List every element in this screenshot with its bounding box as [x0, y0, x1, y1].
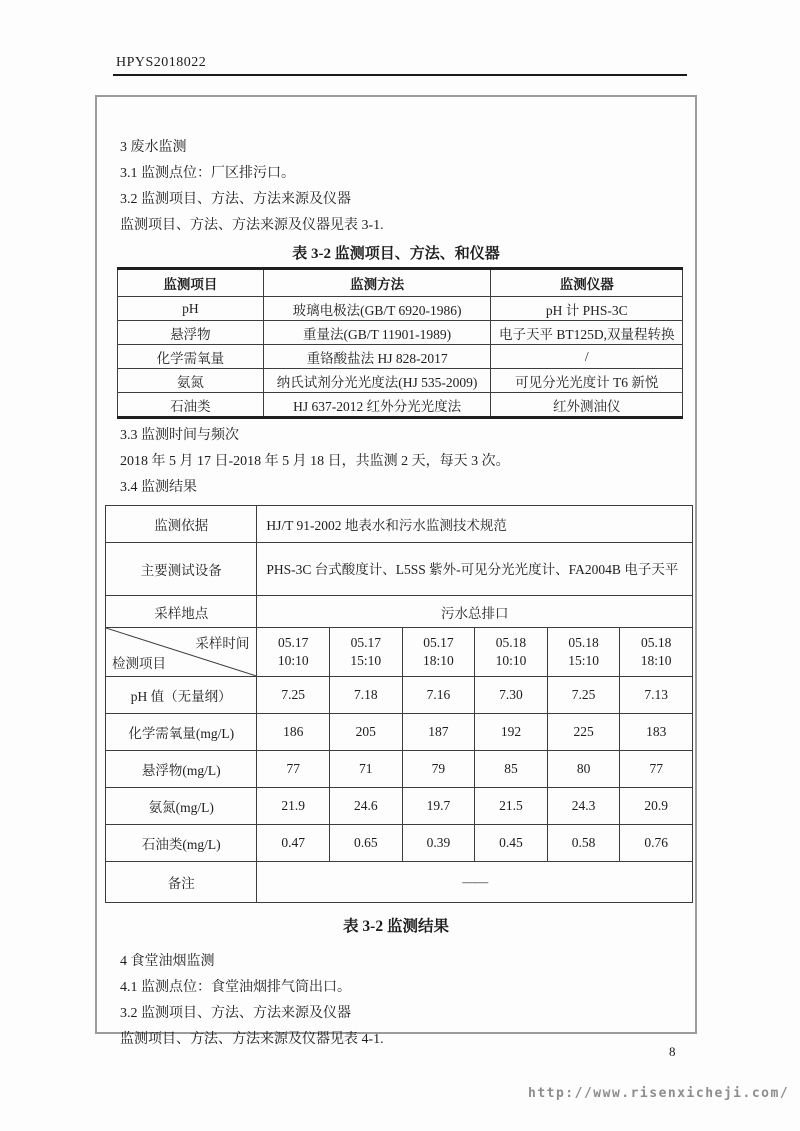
time-clock: 15:10	[568, 653, 599, 668]
remark-value: ——	[257, 862, 693, 903]
value-cell: 0.58	[547, 825, 620, 862]
section-3-3-heading: 3.3 监测时间与频次	[120, 428, 239, 443]
row-label: pH 值（无量纲）	[106, 677, 257, 714]
results-table-caption: 表 3-2 监测结果	[343, 918, 449, 935]
section-4-2-note: 监测项目、方法、方法来源及仪器见表 4-1.	[120, 1032, 384, 1047]
content-box	[95, 95, 697, 1047]
cell-item: pH	[118, 297, 264, 321]
value-cell: 187	[402, 714, 475, 751]
value-cell: 7.18	[330, 677, 403, 714]
basis-value: HJ/T 91-2002 地表水和污水监测技术规范	[257, 506, 693, 543]
doc-number: HPYS2018022	[116, 55, 207, 70]
time-column	[330, 628, 403, 677]
cell-instrument: 红外测油仪	[491, 393, 683, 418]
methods-col-item: 监测项目	[118, 269, 264, 297]
value-cell: 7.13	[620, 677, 693, 714]
time-clock: 15:10	[350, 653, 382, 668]
diagonal-label-sampling-time: 采样时间	[195, 636, 250, 651]
methods-col-method: 监测方法	[263, 269, 491, 297]
value-cell: 7.25	[547, 677, 620, 714]
value-cell: 0.47	[257, 825, 330, 862]
time-date: 05.18	[568, 635, 599, 650]
value-cell: 21.9	[257, 788, 330, 825]
remark-row	[106, 862, 693, 903]
cell-instrument: 电子天平 BT125D,双量程转换	[491, 321, 683, 345]
results-table	[105, 505, 693, 903]
value-cell: 7.16	[402, 677, 475, 714]
location-value: 污水总排口	[257, 596, 693, 628]
time-clock: 18:10	[423, 653, 454, 668]
cell-method: 纳氏试剂分光光度法(HJ 535-2009)	[263, 369, 491, 393]
value-cell: 24.6	[330, 788, 403, 825]
cell-method: 玻璃电极法(GB/T 6920-1986)	[263, 297, 491, 321]
time-date: 05.17	[423, 635, 454, 650]
table-row	[118, 393, 683, 418]
time-date: 05.17	[350, 635, 381, 650]
section-3-2-note: 监测项目、方法、方法来源及仪器见表 3-1.	[120, 218, 384, 233]
location-label: 采样地点	[106, 596, 257, 628]
row-label: 化学需氧量(mg/L)	[106, 714, 257, 751]
cell-instrument: pH 计 PHS-3C	[491, 297, 683, 321]
section-3-2-text: 3.2 监测项目、方法、方法来源及仪器	[120, 192, 351, 207]
cell-method: HJ 637-2012 红外分光光度法	[263, 393, 491, 418]
time-column	[257, 628, 330, 677]
basis-row	[106, 506, 693, 543]
value-cell: 205	[330, 714, 403, 751]
time-column	[475, 628, 548, 677]
section-3-4-heading: 3.4 监测结果	[120, 480, 197, 495]
table-row	[118, 297, 683, 321]
value-cell: 183	[620, 714, 693, 751]
section-3-heading: 3 废水监测	[120, 140, 187, 155]
value-cell: 7.25	[257, 677, 330, 714]
time-clock: 10:10	[277, 653, 309, 668]
value-cell: 0.45	[475, 825, 548, 862]
table-row	[118, 321, 683, 345]
row-label: 石油类(mg/L)	[106, 825, 257, 862]
section-4-heading: 4 食堂油烟监测	[120, 954, 215, 969]
value-cell: 21.5	[475, 788, 548, 825]
equipment-value: PHS-3C 台式酸度计、L5SS 紫外-可见分光光度计、FA2004B 电子天平	[257, 543, 693, 596]
methods-col-instrument: 监测仪器	[491, 269, 683, 297]
page-number: 8	[669, 1044, 676, 1059]
time-date: 05.18	[641, 635, 672, 650]
table-row	[118, 369, 683, 393]
cell-item: 悬浮物	[118, 321, 264, 345]
time-column	[402, 628, 475, 677]
time-clock: 18:10	[640, 653, 672, 668]
cell-method: 重量法(GB/T 11901-1989)	[263, 321, 491, 345]
cell-instrument: /	[491, 345, 683, 369]
watermark-url: http://www.risenxicheji.com/	[528, 1086, 790, 1101]
cell-instrument: 可见分光光度计 T6 新悦	[491, 369, 683, 393]
value-cell: 77	[620, 751, 693, 788]
diagonal-header-cell	[106, 628, 257, 677]
basis-label: 监测依据	[106, 506, 257, 543]
time-date: 05.18	[495, 635, 527, 650]
methods-table-caption: 表 3-2 监测项目、方法、和仪器	[292, 246, 500, 262]
section-4-1-text: 4.1 监测点位：食堂油烟排气筒出口。	[120, 980, 351, 995]
time-header-row	[106, 628, 693, 677]
cell-item: 石油类	[118, 393, 264, 418]
value-cell: 225	[547, 714, 620, 751]
equipment-label: 主要测试设备	[106, 543, 257, 596]
cell-item: 氨氮	[118, 369, 264, 393]
section-4-2-text: 3.2 监测项目、方法、方法来源及仪器	[120, 1006, 351, 1021]
result-row-ss	[106, 751, 693, 788]
value-cell: 79	[402, 751, 475, 788]
result-row-oil	[106, 825, 693, 862]
equipment-row	[106, 543, 693, 596]
value-cell: 0.39	[402, 825, 475, 862]
value-cell: 77	[257, 751, 330, 788]
header-rule	[113, 74, 687, 76]
value-cell: 20.9	[620, 788, 693, 825]
location-row	[106, 596, 693, 628]
value-cell: 24.3	[547, 788, 620, 825]
section-3-1-text: 3.1 监测点位：厂区排污口。	[120, 166, 295, 181]
value-cell: 80	[547, 751, 620, 788]
cell-method: 重铬酸盐法 HJ 828-2017	[263, 345, 491, 369]
row-label: 氨氮(mg/L)	[106, 788, 257, 825]
value-cell: 0.65	[330, 825, 403, 862]
row-label: 悬浮物(mg/L)	[106, 751, 257, 788]
value-cell: 186	[257, 714, 330, 751]
time-column	[620, 628, 693, 677]
methods-table	[117, 267, 683, 419]
value-cell: 19.7	[402, 788, 475, 825]
cell-item: 化学需氧量	[118, 345, 264, 369]
value-cell: 85	[475, 751, 548, 788]
table-row	[118, 345, 683, 369]
section-3-3-text: 2018 年 5 月 17 日-2018 年 5 月 18 日，共监测 2 天，每天 3 次。	[120, 454, 510, 469]
result-row-cod	[106, 714, 693, 751]
result-row-ph	[106, 677, 693, 714]
methods-header-row	[118, 269, 683, 297]
time-date: 05.17	[278, 635, 309, 650]
result-row-nh3	[106, 788, 693, 825]
time-column	[547, 628, 620, 677]
remark-label: 备注	[106, 862, 257, 903]
value-cell: 192	[475, 714, 548, 751]
time-clock: 10:10	[495, 653, 527, 668]
diagonal-label-test-item: 检测项目	[112, 656, 166, 671]
value-cell: 0.76	[620, 825, 693, 862]
value-cell: 7.30	[475, 677, 548, 714]
value-cell: 71	[330, 751, 403, 788]
